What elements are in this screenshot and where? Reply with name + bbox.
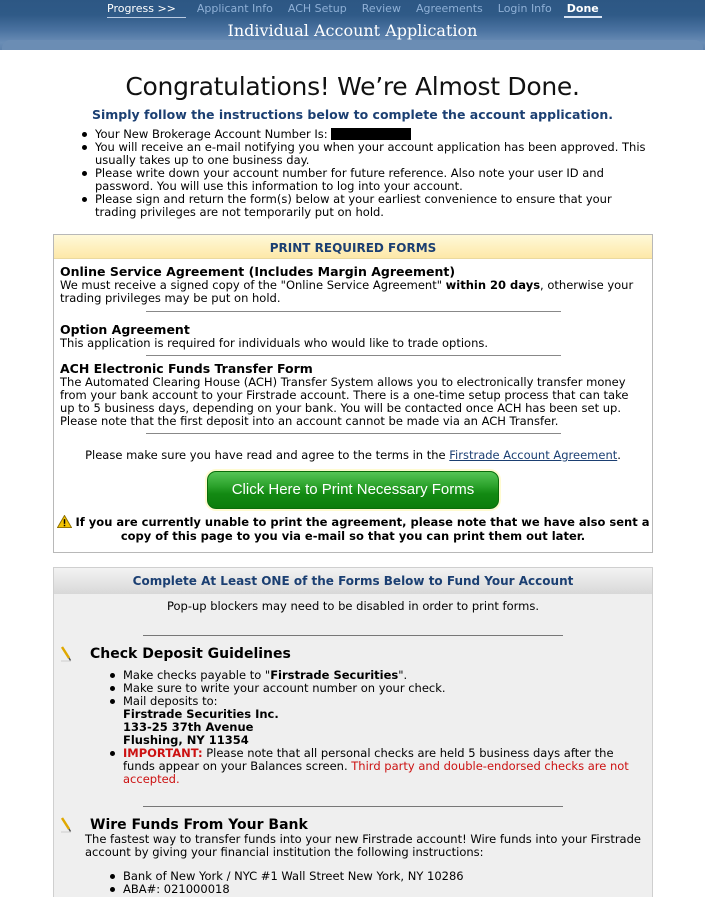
list-item: Please write down your account number for future reference. Also note your user ID and password. You will use this information to log into your account.: [80, 167, 655, 193]
online-service-agreement-section: [54, 265, 652, 305]
wire-instructions-list: [108, 870, 652, 896]
section-text: This application is required for individuals who would like to trade options.: [60, 336, 489, 350]
step-login-info: Login Info: [497, 2, 552, 15]
divider: [146, 355, 561, 356]
step-done: Done: [564, 2, 602, 18]
section-text: We must receive a signed copy of the "Online Service Agreement" within 20 days, otherwise your trading privileges may be put on hold.: [60, 278, 634, 305]
list-item: Please sign and return the form(s) below at your earliest convenience to ensure that your trading privileges are not temporarily put on hold.: [80, 193, 655, 219]
step-applicant-info: Applicant Info: [196, 2, 273, 15]
popup-blocker-note: Pop-up blockers may need to be disabled in order to print forms.: [167, 599, 539, 613]
header-title: Individual Account Application: [227, 21, 478, 40]
section-title: Online Service Agreement (Includes Margin Agreement): [60, 264, 456, 279]
divider: [146, 433, 561, 434]
fund-heading: Complete At Least ONE of the Forms Below to Fund Your Account: [54, 568, 652, 594]
mailing-address-line: Flushing, NY 11354: [123, 733, 249, 747]
list-item: Make sure to write your account number on your check.: [108, 682, 648, 695]
section-title: Option Agreement: [60, 322, 190, 337]
print-forms-button[interactable]: Click Here to Print Necessary Forms: [207, 471, 499, 509]
account-number-label: Your New Brokerage Account Number Is:: [95, 127, 328, 141]
fund-account-panel: [53, 567, 653, 897]
ach-form-section: [54, 362, 652, 428]
list-item: Bank of New York / NYC #1 Wall Street New York, NY 10286: [108, 870, 652, 883]
page-subtitle: Simply follow the instructions below to complete the account application.: [91, 107, 613, 122]
list-item: IMPORTANT: Please note that all personal checks are held 5 business days after the funds appear on your Balances screen. Third party and double-endorsed checks are not accepted.: [108, 747, 648, 786]
warning-icon: [57, 515, 72, 528]
list-item: You will receive an e-mail notifying you when your account application has been approved. This usually takes up to one business day.: [80, 141, 655, 167]
divider: [143, 635, 563, 636]
check-guidelines-list: [108, 669, 648, 786]
pencil-icon: [59, 817, 73, 833]
terms-text: Please make sure you have read and agree to the terms in the Firstrade Account Agreement.: [85, 448, 621, 462]
list-item: Mail deposits to: Firstrade Securities Inc. 133-25 37th Avenue Flushing, NY 11354: [108, 695, 648, 747]
wire-description: The fastest way to transfer funds into your new Firstrade account! Wire funds into your Firstrade account by giving your financial institution the following instructions:: [85, 832, 641, 859]
progress-label: Progress >>: [107, 2, 186, 18]
account-agreement-link[interactable]: Firstrade Account Agreement: [449, 448, 618, 462]
account-number-redacted: [331, 128, 411, 140]
list-item: ABA#: 021000018: [108, 883, 652, 896]
section-title: ACH Electronic Funds Transfer Form: [60, 361, 313, 376]
intro-list: [80, 128, 655, 219]
print-forms-heading: PRINT REQUIRED FORMS: [54, 235, 652, 259]
print-warning: If you are currently unable to print the agreement, please note that we have also sent a copy of this page to you via e-mail so that you can print them out later.: [54, 515, 652, 543]
section-text: The Automated Clearing House (ACH) Transfer System allows you to electronically transfer money from your bank account to your Firstrade account. There is a one-time setup process that can take up to 5 business days, depending on your bank. You will be contacted once ACH has been set up. Please note that the first deposit into an account cannot be made via an ACH Transfer.: [60, 375, 629, 428]
mailing-address-line: Firstrade Securities Inc.: [123, 707, 279, 721]
step-review: Review: [361, 2, 401, 15]
print-forms-panel: [53, 234, 653, 553]
pencil-icon: [59, 646, 73, 662]
step-ach-setup: ACH Setup: [287, 2, 347, 15]
step-agreements: Agreements: [415, 2, 483, 15]
header-shelf: [2, 40, 703, 50]
wire-funds-heading: Wire Funds From Your Bank: [59, 817, 652, 833]
divider: [143, 806, 563, 807]
important-label: IMPORTANT:: [123, 746, 203, 760]
divider: [146, 311, 561, 312]
list-item: Make checks payable to "Firstrade Securities".: [108, 669, 648, 682]
check-deposit-heading: Check Deposit Guidelines: [59, 646, 652, 662]
option-agreement-section: [54, 323, 652, 350]
progress-steps: [107, 2, 617, 18]
page-title: Congratulations! We’re Almost Done.: [125, 72, 580, 101]
mailing-address-line: 133-25 37th Avenue: [123, 720, 254, 734]
app-header: [0, 0, 705, 50]
